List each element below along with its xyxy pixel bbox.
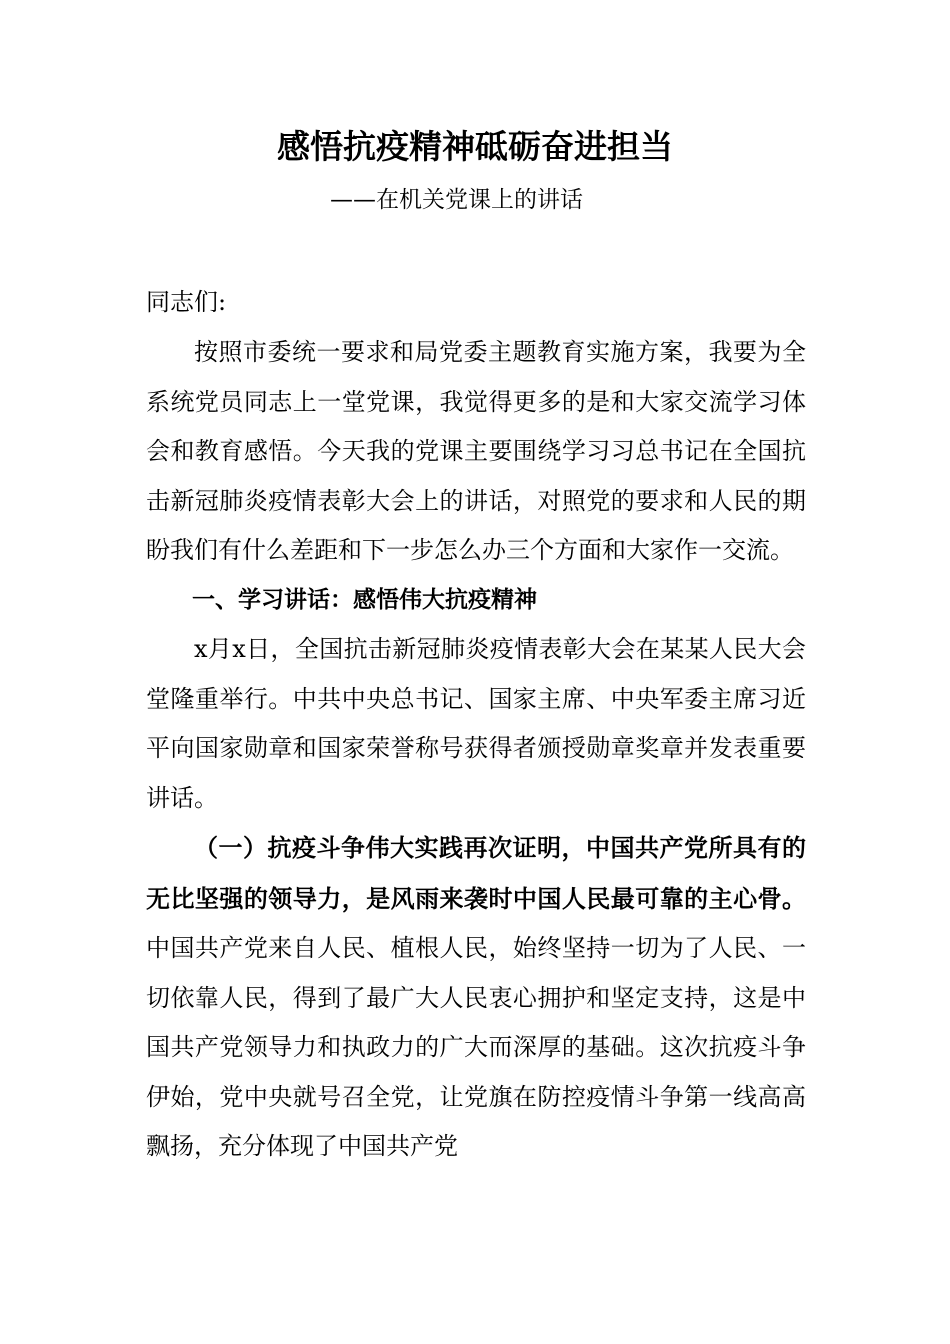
document-body	[146, 328, 806, 1172]
section-paragraph: x月x日，全国抗击新冠肺炎疫情表彰大会在某某人民大会堂隆重举行。中共中央总书记、国家主席、中央军委主席习近平向国家勋章和国家荣誉称号获得者颁授勋章奖章并发表重要讲话。	[146, 635, 806, 812]
document-subtitle: ——在机关党课上的讲话	[330, 187, 583, 213]
salutation: 同志们:	[146, 288, 227, 316]
section-heading: 一、学习讲话：感悟伟大抗疫精神	[192, 586, 537, 613]
intro-paragraph: 按照市委统一要求和局党委主题教育实施方案，我要为全系统党员同志上一堂党课，我觉得更多的是和大家交流学习体会和教育感悟。今天我的党课主要围绕学习习总书记在全国抗击新冠肺炎疫情表彰大会上的讲话，对照党的要求和人民的期盼我们有什么差距和下一步怎么办三个方面和大家作一交流。	[146, 338, 806, 564]
point-lead: （一）抗疫斗争伟大实践再次证明，中国共产党所具有的无比坚强的领导力，是风雨来袭时中国人民最可靠的主心骨。	[146, 833, 806, 913]
point-paragraph	[146, 823, 806, 1172]
document-title: 感悟抗疫精神砥砺奋进担当	[277, 127, 673, 166]
point-body: 中国共产党来自人民、植根人民，始终坚持一切为了人民、一切依靠人民，得到了最广大人民衷心拥护和坚定支持，这是中国共产党领导力和执政力的广大而深厚的基础。这次抗疫斗争伊始，党中央就号召全党，让党旗在防控疫情斗争第一线高高飘扬，充分体现了中国共产党	[146, 934, 806, 1160]
